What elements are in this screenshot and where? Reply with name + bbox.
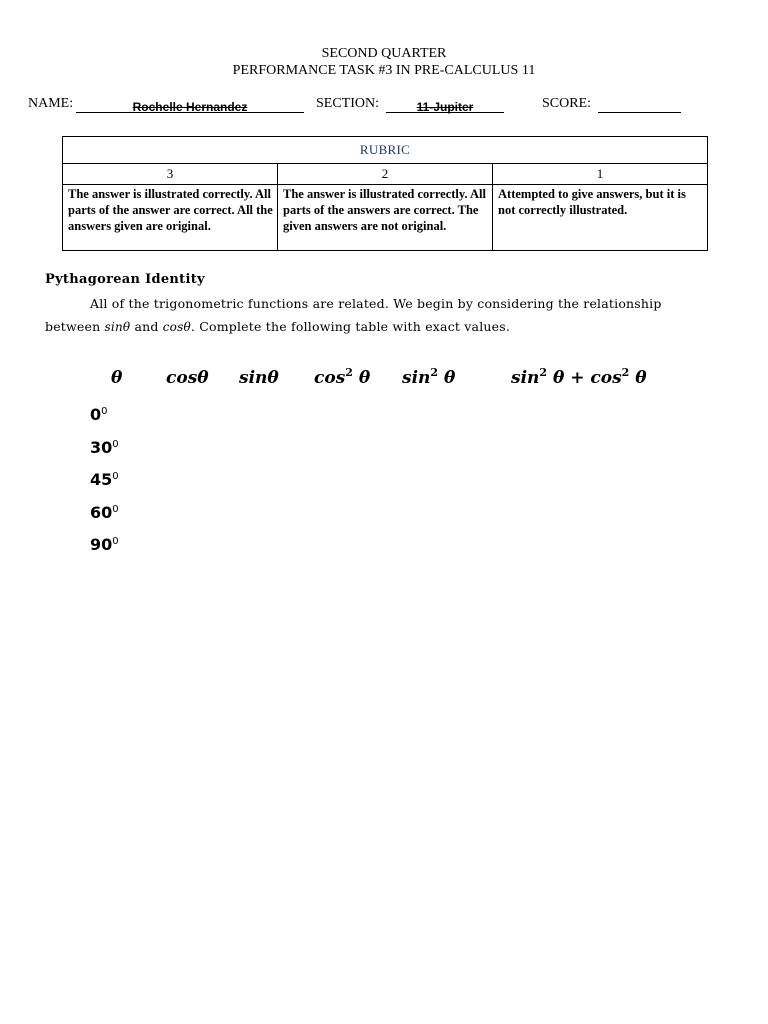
- rubric-description-1: Attempted to give answers, but it is not correctly illustrated.: [493, 185, 708, 251]
- score-field[interactable]: [598, 94, 681, 113]
- rubric-score-2: 2: [278, 164, 493, 185]
- document-title: SECOND QUARTER: [321, 46, 447, 61]
- rubric-title: RUBRIC: [63, 137, 708, 164]
- angle-45: $45^0$: [90, 470, 119, 489]
- col-header-sum: $\sin^2 \theta + \cos^2 \theta$: [511, 366, 647, 388]
- name-field[interactable]: [76, 94, 304, 113]
- col-header-theta: θ: [111, 368, 123, 388]
- rubric-description-3: The answer is illustrated correctly. All parts of the answer are correct. All the answers given are original.: [63, 185, 278, 251]
- col-header-cos-squared: $\cos^2 \theta$: [314, 366, 371, 388]
- rubric-table: [62, 136, 708, 251]
- col-header-sin-squared: $\sin^2 \theta$: [402, 366, 456, 388]
- section-field[interactable]: [386, 94, 504, 113]
- score-label: SCORE:: [542, 96, 592, 111]
- angle-60: $60^0$: [90, 503, 119, 522]
- sin-theta-term: sinθ: [104, 320, 131, 334]
- name-label: NAME:: [28, 96, 74, 111]
- rubric-score-1: 1: [493, 164, 708, 185]
- col-header-sin: sinθ: [239, 368, 279, 388]
- angle-30: $30^0$: [90, 438, 119, 457]
- paragraph-line-2: [45, 319, 510, 334]
- paragraph-line-1: All of the trigonometric functions are related. We begin by considering the relationship: [90, 296, 662, 311]
- student-info-line: [28, 94, 728, 116]
- rubric-description-2: The answer is illustrated correctly. All parts of the answers are correct. The given answers are not original.: [278, 185, 493, 251]
- name-value: Rochelle Hernandez: [132, 100, 248, 114]
- document-subtitle: PERFORMANCE TASK #3 IN PRE-CALCULUS 11: [232, 63, 536, 78]
- angle-90: $90^0$: [90, 535, 119, 554]
- paragraph-text: and: [130, 319, 163, 334]
- section-value: 11-Jupiter: [416, 100, 474, 114]
- cos-theta-term: cosθ: [162, 320, 191, 334]
- section-heading: Pythagorean Identity: [45, 272, 205, 287]
- angle-0: $0^0$: [90, 405, 108, 424]
- col-header-cos: cosθ: [166, 368, 209, 388]
- section-label: SECTION:: [316, 96, 379, 111]
- paragraph-text: between: [45, 319, 105, 334]
- paragraph-text: . Complete the following table with exact values.: [190, 319, 511, 334]
- rubric-description-row: [63, 185, 708, 251]
- rubric-score-3: 3: [63, 164, 278, 185]
- rubric-score-row: [63, 164, 708, 185]
